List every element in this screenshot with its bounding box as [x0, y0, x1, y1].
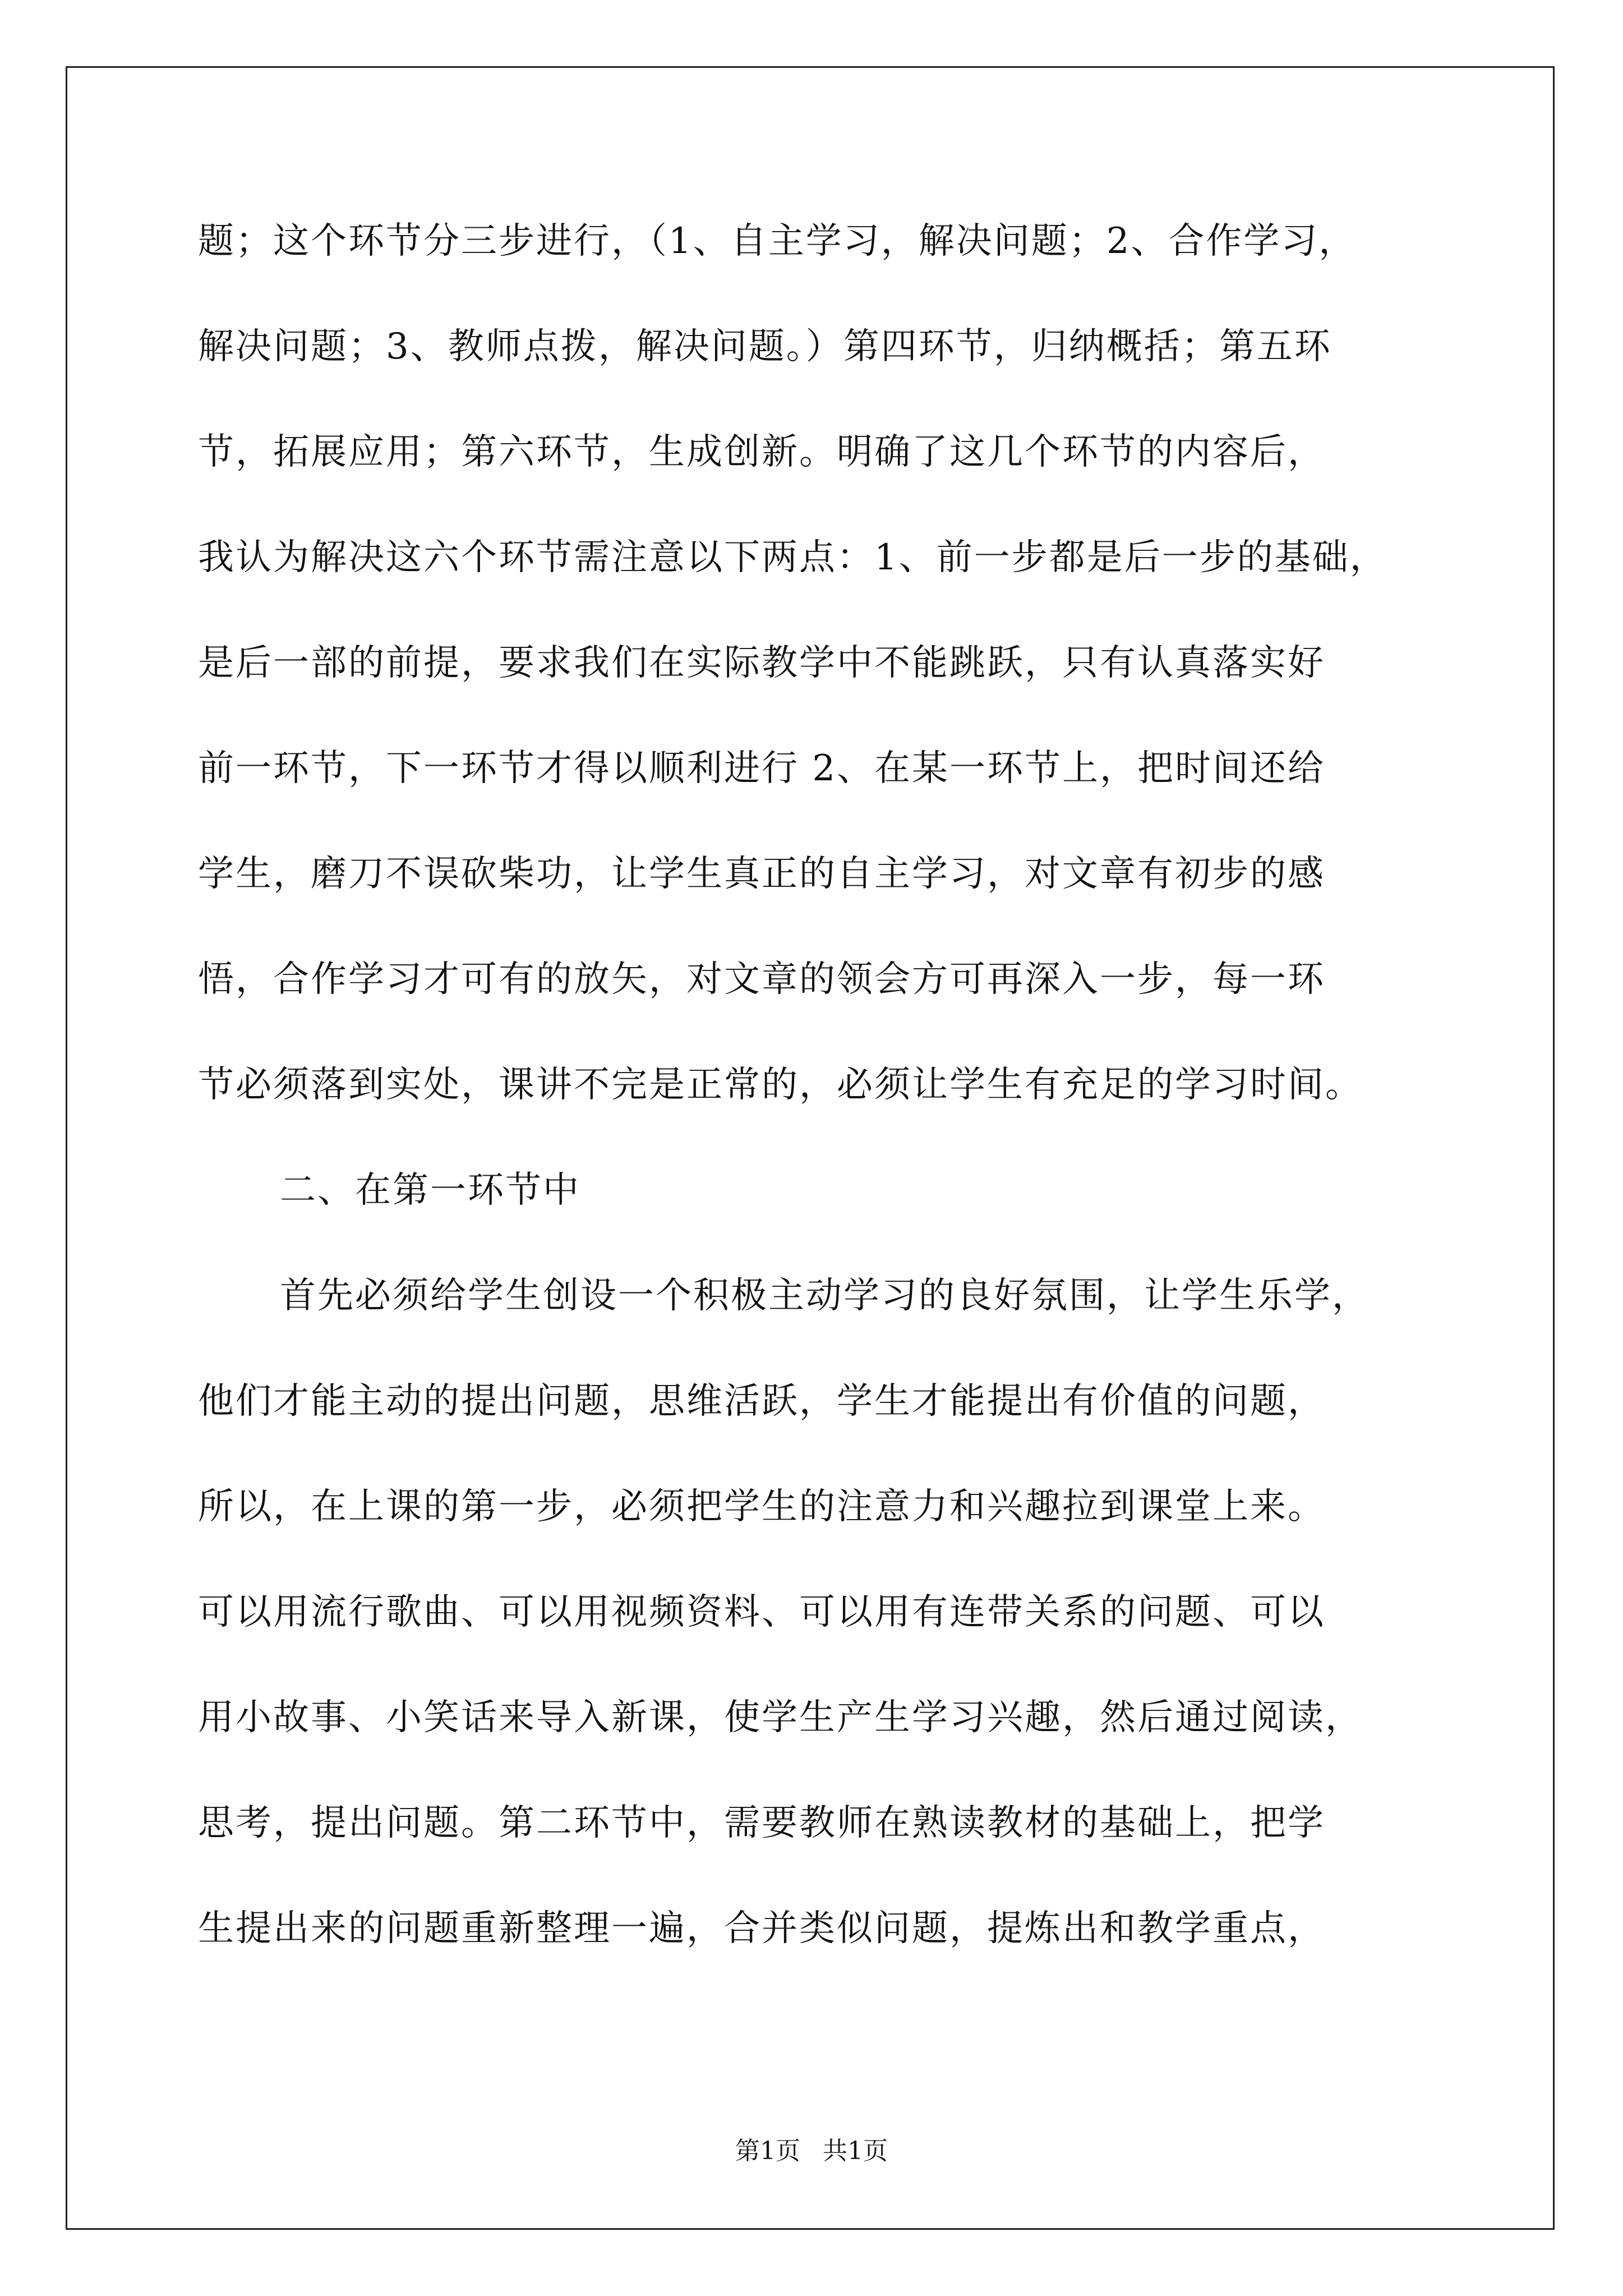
text-line: 生提出来的问题重新整理一遍，合并类似问题，提炼出和教学重点，	[198, 1908, 1325, 1949]
text-line: 思考，提出问题。第二环节中，需要教师在熟读教材的基础上，把学	[198, 1802, 1325, 1844]
text-line: 学生，磨刀不误砍柴功，让学生真正的自主学习，对文章有初步的感	[198, 853, 1325, 895]
page-footer	[0, 2134, 1623, 2168]
text-line: 他们才能主动的提出问题，思维活跃，学生才能提出有价值的问题，	[198, 1381, 1325, 1422]
text-line: 节，拓展应用；第六环节，生成创新。明确了这几个环节的内容后，	[198, 431, 1325, 473]
text-line: 所以，在上课的第一步，必须把学生的注意力和兴趣拉到课堂上来。	[198, 1486, 1325, 1527]
section-heading: 二、在第一环节中	[280, 1170, 580, 1211]
text-line: 前一环节，下一环节才得以顺利进行 2、在某一环节上，把时间还给	[198, 748, 1326, 789]
text-line: 用小故事、小笑话来导入新课，使学生产生学习兴趣，然后通过阅读，	[198, 1697, 1363, 1738]
text-line: 可以用流行歌曲、可以用视频资料、可以用有连带关系的问题、可以	[198, 1591, 1325, 1633]
text-line: 首先必须给学生创设一个积极主动学习的良好氛围，让学生乐学，	[280, 1275, 1370, 1317]
text-line: 题；这个环节分三步进行，（1、自主学习，解决问题；2、合作学习，	[198, 220, 1357, 262]
page-number: 第1页	[735, 2137, 800, 2165]
text-line: 节必须落到实处，课讲不完是正常的，必须让学生有充足的学习时间。	[198, 1064, 1363, 1106]
page-total: 共1页	[823, 2137, 888, 2165]
text-line: 解决问题；3、教师点拨，解决问题。）第四环节，归纳概括；第五环	[198, 326, 1332, 367]
text-line: 悟，合作学习才可有的放矢，对文章的领会方可再深入一步，每一环	[198, 959, 1325, 1000]
text-line: 是后一部的前提，要求我们在实际教学中不能跳跃，只有认真落实好	[198, 642, 1325, 684]
text-line: 我认为解决这六个环节需注意以下两点：1、前一步都是后一步的基础，	[198, 537, 1387, 578]
document-body	[198, 208, 1437, 2000]
